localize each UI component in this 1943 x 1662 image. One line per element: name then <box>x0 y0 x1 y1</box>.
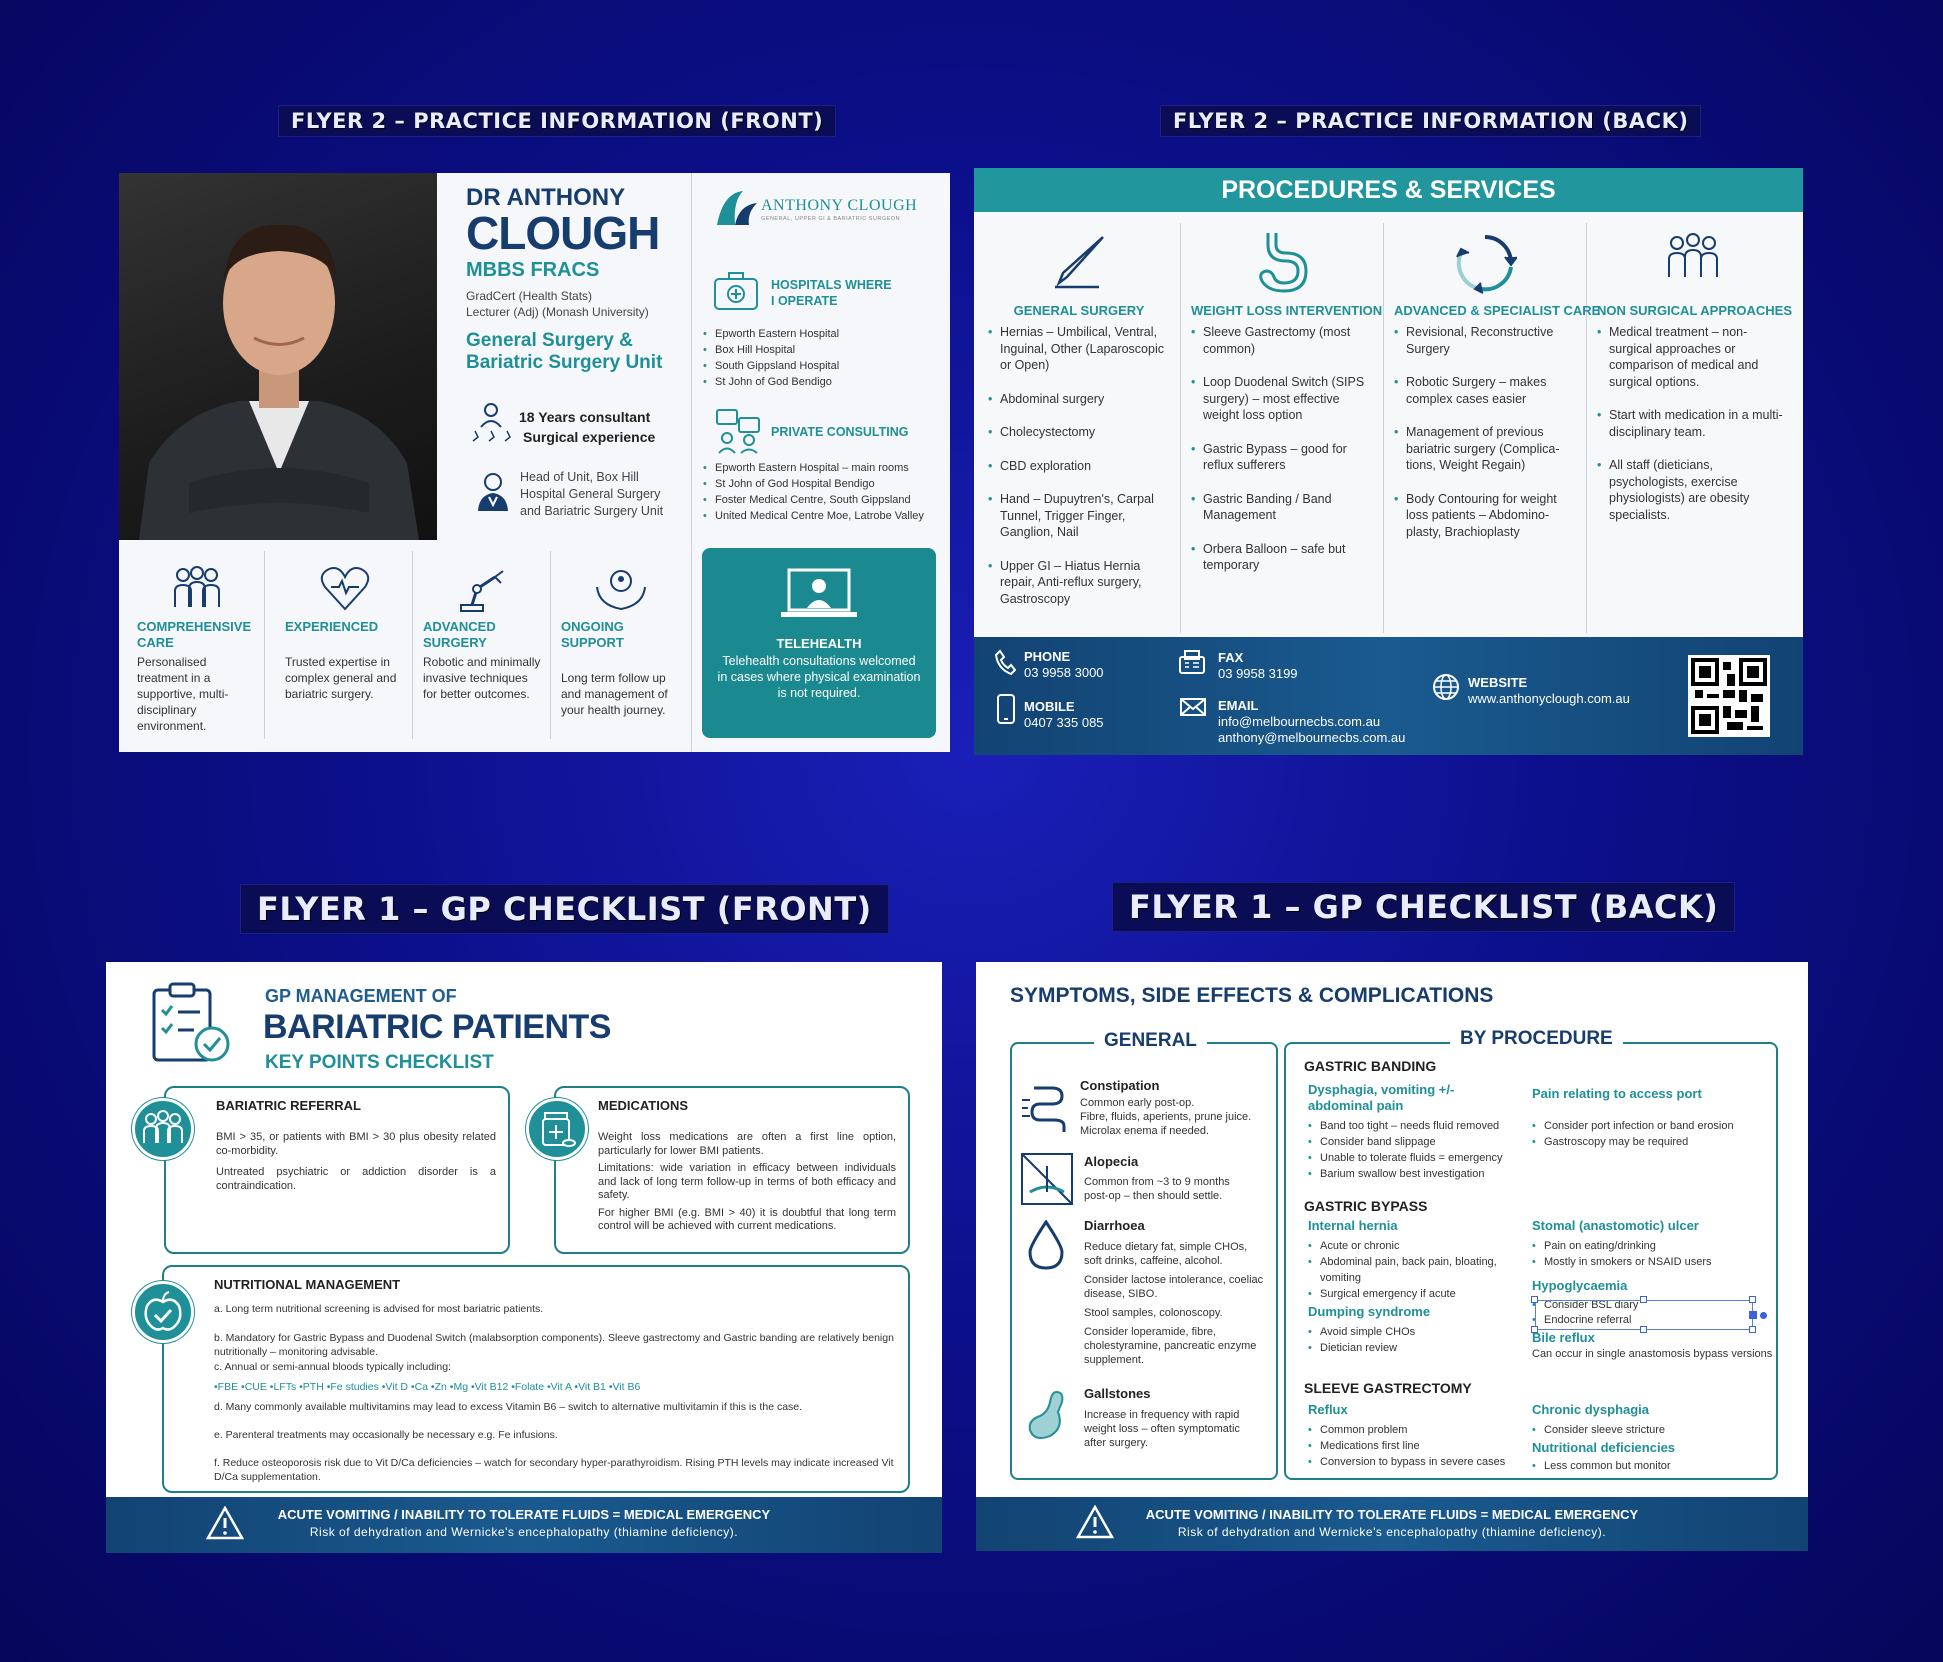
website-block <box>1468 675 1630 707</box>
procedure-item: • Upper GI – Hiatus Hernia repair, Anti-reflux surgery, Gastroscopy <box>988 558 1170 608</box>
hospital-item: • St John of God Bendigo <box>703 374 839 390</box>
bile-sub: Bile reflux <box>1532 1330 1595 1345</box>
col-title: NON SURGICAL APPROACHES <box>1597 303 1793 318</box>
website-url[interactable]: www.anthonyclough.com.au <box>1468 691 1630 706</box>
nutdef-sub: Nutritional deficiencies <box>1532 1440 1676 1455</box>
reflux-sub: Reflux <box>1308 1402 1348 1417</box>
doctor-qualifications: MBBS FRACS <box>466 259 600 281</box>
gen-text: Reduce dietary fat, simple CHOs, soft drinks, caffeine, alcohol. <box>1084 1241 1248 1267</box>
head-of-unit <box>520 469 663 520</box>
hernia-sub: Internal hernia <box>1308 1218 1398 1233</box>
email-label: EMAIL <box>1218 698 1259 713</box>
medication-bottle-icon <box>526 1098 588 1160</box>
reflux-item: • Common problem <box>1308 1422 1528 1438</box>
procedure-item: • Revisional, Reconstructive Surgery <box>1394 324 1576 357</box>
procedure-list <box>988 324 1170 607</box>
procedure-item: • Orbera Balloon – safe but temporary <box>1191 541 1373 574</box>
private-item: • St John of God Hospital Bendigo <box>703 476 924 492</box>
hypo-item: • Consider BSL diary <box>1532 1298 1732 1313</box>
ulcer-sub: Stomal (anastomotic) ulcer <box>1532 1218 1699 1233</box>
gen-text: Consider lactose intolerance, coeliac disease, SIBO. <box>1084 1274 1264 1300</box>
hospital-item: • South Gippsland Hospital <box>703 358 839 374</box>
gen-heading: Alopecia <box>1084 1154 1139 1169</box>
phone-block <box>1024 649 1104 681</box>
gen-heading: Gallstones <box>1084 1386 1151 1401</box>
feature-experienced <box>277 551 413 739</box>
robot-arm-icon <box>455 565 511 615</box>
warning-icon <box>1076 1505 1114 1539</box>
intestine-icon <box>1020 1084 1074 1134</box>
bile-text: Can occur in single anastomosis bypass versions <box>1532 1348 1773 1360</box>
procedure-item: • Sleeve Gastrectomy (most common) <box>1191 324 1373 357</box>
port-sub: Pain relating to access port <box>1532 1086 1702 1101</box>
feature-title: ADVANCED SURGERY <box>423 619 496 650</box>
nutrition-c: c. Annual or semi-annual bloods typically including: <box>214 1361 451 1373</box>
checklist-subtitle-top: GP MANAGEMENT OF <box>265 986 457 1006</box>
email-icon <box>1179 697 1207 717</box>
nutrition-f: f. Reduce osteoporosis risk due to Vit D/Ca deficiencies – watch for secondary hyper-parathyroidism. Rising PTH levels may indicate increased Vit D/Ca supplementation. <box>214 1457 894 1483</box>
procedure-item: • Management of previous bariatric surgery (Complica-tions, Weight Regain) <box>1394 424 1576 474</box>
warning-icon <box>206 1506 244 1540</box>
nutdef-item: • Less common but monitor <box>1532 1458 1762 1474</box>
logo-icon <box>713 187 759 229</box>
doctor-icon <box>475 471 511 513</box>
procedure-item: • Hernias – Umbilical, Ventral, Inguinal, Other (Laparoscopic or Open) <box>988 324 1170 374</box>
mobile-label: MOBILE <box>1024 699 1075 714</box>
ulcer-list <box>1532 1238 1772 1270</box>
procedure-list <box>1597 324 1789 523</box>
flyer2-front[interactable] <box>119 173 950 752</box>
hospitals-list <box>703 326 839 390</box>
procedure-item: • CBD exploration <box>988 458 1170 475</box>
hernia-item: • Acute or chronic <box>1308 1238 1498 1254</box>
label-flyer2-front: FLYER 2 – PRACTICE INFORMATION (FRONT) <box>278 105 836 137</box>
nutrition-box <box>162 1265 910 1493</box>
referral-p2: Untreated psychiatric or addiction disorder is a contraindication. <box>216 1166 496 1192</box>
dumping-sub: Dumping syndrome <box>1308 1304 1431 1319</box>
referral-heading: BARIATRIC REFERRAL <box>216 1098 361 1113</box>
resize-handle[interactable] <box>1531 1296 1538 1303</box>
dumping-list <box>1308 1324 1498 1356</box>
procedure-item: • Body Contouring for weight loss patients – Abdomino-plasty, Brachioplasty <box>1394 491 1576 541</box>
private-list <box>703 460 924 524</box>
banding-sub: Dysphagia, vomiting +/- abdominal pain <box>1308 1082 1455 1113</box>
banding-list <box>1308 1118 1538 1182</box>
fax-number[interactable]: 03 9958 3199 <box>1218 666 1298 681</box>
fax-icon <box>1178 649 1206 675</box>
medications-p1: Weight loss medications are often a first line option, particularly for lower BMI patients. <box>598 1131 896 1157</box>
resize-handle[interactable] <box>1749 1311 1757 1319</box>
feature-desc: Trusted expertise in complex general and bariatric surgery. <box>285 655 397 701</box>
gallbladder-icon <box>1020 1388 1074 1442</box>
gen-heading: Diarrhoea <box>1084 1218 1145 1233</box>
private-item: • Foster Medical Centre, South Gippsland <box>703 492 924 508</box>
sleeve-heading: SLEEVE GASTRECTOMY <box>1304 1380 1472 1396</box>
qr-code[interactable] <box>1688 655 1770 737</box>
col-title: ADVANCED & SPECIALIST CARE <box>1394 303 1601 318</box>
procedure-item: • Start with medication in a multi-disciplinary team. <box>1597 407 1789 440</box>
feature-desc: Robotic and minimally invasive techniques for better outcomes. <box>423 655 541 701</box>
procedures-title: PROCEDURES & SERVICES <box>974 168 1803 212</box>
port-item: • Gastroscopy may be required <box>1532 1134 1772 1150</box>
procedure-item: • Abdominal surgery <box>988 391 1170 408</box>
dumping-item: • Dietician review <box>1308 1340 1498 1356</box>
procedure-item: • Loop Duodenal Switch (SIPS surgery) – most effective weight loss option <box>1191 374 1373 424</box>
contact-bar <box>974 637 1803 755</box>
flyer2-back[interactable] <box>974 168 1803 755</box>
fax-block <box>1218 650 1298 682</box>
experience-line2: Surgical experience <box>523 429 656 445</box>
support-hands-icon <box>593 565 649 615</box>
telehealth-title: TELEHEALTH <box>776 636 862 651</box>
symptoms-title: SYMPTOMS, SIDE EFFECTS & COMPLICATIONS <box>1010 984 1494 1007</box>
doctor-surname: CLOUGH <box>466 207 660 259</box>
private-consulting-title: PRIVATE CONSULTING <box>771 425 909 439</box>
doctor-first-name: DR ANTHONY <box>466 184 626 211</box>
globe-icon <box>1432 673 1460 701</box>
nutrition-d: d. Many commonly available multivitamins may lead to excess Vitamin B6 – switch to alternative multivitamin if this is the case. <box>214 1401 803 1413</box>
referral-box <box>164 1086 510 1254</box>
phone-icon <box>994 649 1016 675</box>
gen-text: Common from ~3 to 9 months post-op – then should settle. <box>1084 1176 1230 1202</box>
col-general-surgery <box>978 223 1181 633</box>
medications-box <box>554 1086 910 1254</box>
doctor-photo <box>119 173 437 540</box>
fax-label: FAX <box>1218 650 1244 665</box>
email-anthony[interactable]: anthony@melbournecbs.com.au <box>1218 730 1406 745</box>
port-list <box>1532 1118 1772 1150</box>
emergency-footer <box>106 1497 942 1553</box>
gen-alopecia <box>1084 1154 1274 1203</box>
grad-cert: GradCert (Health Stats) <box>466 289 593 303</box>
stomach-icon <box>1250 231 1314 295</box>
gen-gallstones <box>1084 1386 1274 1450</box>
col-weight-loss <box>1181 223 1384 633</box>
procedure-item: • Robotic Surgery – makes complex cases easier <box>1394 374 1576 407</box>
checklist-subtitle: KEY POINTS CHECKLIST <box>265 1052 494 1073</box>
hernia-list <box>1308 1238 1498 1302</box>
head-line2: Hospital General Surgery <box>520 487 661 501</box>
gen-text: Consider loperamide, fibre, cholestyramine, pancreatic enzyme supplement. <box>1084 1326 1257 1366</box>
resize-handle[interactable] <box>1749 1296 1756 1303</box>
reflux-item: • Conversion to bypass in severe cases <box>1308 1454 1528 1470</box>
reflux-item: • Medications first line <box>1308 1438 1528 1454</box>
mobile-number[interactable]: 0407 335 085 <box>1024 715 1104 730</box>
cycle-arrows-icon <box>1453 231 1517 295</box>
hypo-sub: Hypoglycaemia <box>1532 1278 1628 1293</box>
feature-desc: Personalised treatment in a supportive, multi-disciplinary environment. <box>137 655 229 733</box>
banding-item: • Barium swallow best investigation <box>1308 1166 1538 1182</box>
procedure-item: • Cholecystectomy <box>988 424 1170 441</box>
resize-handle[interactable] <box>1640 1326 1647 1333</box>
hospital-kit-icon <box>712 269 760 313</box>
feature-title: EXPERIENCED <box>285 619 379 634</box>
flyer1-back[interactable] <box>976 962 1808 1551</box>
email-block <box>1218 698 1405 746</box>
feature-title: ONGOING SUPPORT <box>561 619 624 650</box>
banding-item: • Band too tight – needs fluid removed <box>1308 1118 1538 1134</box>
feature-comprehensive-care <box>129 551 265 739</box>
gen-text: Stool samples, colonoscopy. <box>1084 1307 1223 1319</box>
col-advanced-care <box>1384 223 1601 633</box>
phone-number[interactable]: 03 9958 3000 <box>1024 665 1104 680</box>
hair-follicle-icon <box>1020 1152 1074 1206</box>
chronic-list <box>1532 1422 1762 1438</box>
website-label: WEBSITE <box>1468 675 1528 690</box>
by-procedure-heading: BY PROCEDURE <box>1450 1028 1623 1050</box>
hernia-item: • Abdominal pain, back pain, bloating, vomiting <box>1308 1254 1498 1286</box>
feature-advanced-surgery <box>415 551 551 739</box>
logo-name: ANTHONY CLOUGH <box>761 197 918 214</box>
head-line3: and Bariatric Surgery Unit <box>520 504 664 518</box>
port-item: • Consider port infection or band erosion <box>1532 1118 1772 1134</box>
consulting-icon <box>715 408 761 454</box>
checklist-clipboard-icon <box>150 980 232 1066</box>
mobile-icon <box>996 693 1016 725</box>
logo-subtitle: GENERAL, UPPER GI & BARIATRIC SURGEON <box>761 216 901 222</box>
feature-title: COMPREHENSIVE CARE <box>137 619 252 650</box>
consultant-stars-icon <box>469 401 513 443</box>
chronic-item: • Consider sleeve stricture <box>1532 1422 1762 1438</box>
lecturer: Lecturer (Adj) (Monash University) <box>466 305 649 319</box>
scalpel-icon <box>1049 231 1109 291</box>
gen-constipation <box>1080 1078 1270 1138</box>
procedure-item: • Gastric Banding / Band Management <box>1191 491 1373 524</box>
gen-text: Common early post-op. Fibre, fluids, aperients, prune juice. Microlax enema if needed. <box>1080 1097 1252 1137</box>
procedure-item: • Hand – Dupuytren's, Carpal Tunnel, Trigger Finger, Ganglion, Nail <box>988 491 1170 541</box>
ulcer-item: • Mostly in smokers or NSAID users <box>1532 1254 1772 1270</box>
phone-label: PHONE <box>1024 649 1071 664</box>
heart-hands-icon <box>317 565 373 615</box>
medications-heading: MEDICATIONS <box>598 1098 689 1113</box>
procedure-item: • Medical treatment – non-surgical approaches or comparison of medical and surgical options. <box>1597 324 1789 390</box>
unit-line2: Bariatric Surgery Unit <box>466 352 663 373</box>
hospitals-title-line1: HOSPITALS WHERE <box>771 278 892 292</box>
emergency-headline: ACUTE VOMITING / INABILITY TO TOLERATE FLUIDS = MEDICAL EMERGENCY <box>1145 1507 1639 1522</box>
experience-line1: 18 Years consultant <box>519 409 651 425</box>
feature-desc: Long term follow up and management of your health journey. <box>561 671 668 717</box>
checklist-title: BARIATRIC PATIENTS <box>263 1008 611 1046</box>
hospitals-title <box>771 277 892 309</box>
doctor-name-block <box>466 185 706 374</box>
banding-item: • Consider band slippage <box>1308 1134 1538 1150</box>
rotate-handle[interactable] <box>1760 1312 1767 1319</box>
private-item: • Epworth Eastern Hospital – main rooms <box>703 460 924 476</box>
apple-check-icon <box>132 1281 194 1343</box>
nutrition-e: e. Parenteral treatments may occasionally be necessary e.g. Fe infusions. <box>214 1429 558 1441</box>
email-info[interactable]: info@melbournecbs.com.au <box>1218 714 1381 729</box>
banding-item: • Unable to tolerate fluids = emergency <box>1308 1150 1538 1166</box>
resize-handle[interactable] <box>1640 1296 1647 1303</box>
mobile-block <box>1024 699 1104 731</box>
hernia-item: • Surgical emergency if acute <box>1308 1286 1498 1302</box>
procedure-list <box>1191 324 1373 574</box>
bypass-heading: GASTRIC BYPASS <box>1304 1198 1428 1214</box>
hypo-item: • Endocrine referral <box>1532 1313 1732 1328</box>
emergency-detail: Risk of dehydration and Wernicke's encephalopathy (thiamine deficiency). <box>1177 1525 1607 1539</box>
dumping-item: • Avoid simple CHOs <box>1308 1324 1498 1340</box>
divider <box>691 173 692 752</box>
bloods-list: •FBE •CUE •LFTs •PTH •Fe studies •Vit D •Ca •Zn •Mg •Vit B12 •Folate •Vit A •Vit B1 •Vit B6 <box>214 1381 641 1393</box>
telehealth-laptop-icon <box>779 566 859 622</box>
hospital-item: • Box Hill Hospital <box>703 342 839 358</box>
feature-ongoing-support <box>553 551 689 739</box>
col-non-surgical <box>1587 223 1799 633</box>
nutrition-a: a. Long term nutritional screening is advised for most bariatric patients. <box>214 1303 544 1315</box>
procedure-list <box>1394 324 1576 540</box>
gen-text: Increase in frequency with rapid weight loss – often symptomatic after surgery. <box>1084 1409 1240 1449</box>
medications-p2: Limitations: wide variation in efficacy between individuals and lack of long term follow-up in terms of both efficacy and safety. <box>598 1162 896 1201</box>
referral-p1: BMI > 35, or patients with BMI > 30 plus obesity related co-morbidity. <box>216 1131 496 1157</box>
emergency-headline: ACUTE VOMITING / INABILITY TO TOLERATE FLUIDS = MEDICAL EMERGENCY <box>277 1507 771 1522</box>
banding-heading: GASTRIC BANDING <box>1304 1058 1437 1074</box>
telehealth-desc: Telehealth consultations welcomed in cases where physical examination is not required. <box>717 654 921 700</box>
hospitals-title-line2: I OPERATE <box>771 294 838 308</box>
team-icon <box>1663 231 1723 281</box>
unit-line1: General Surgery & <box>466 330 633 351</box>
private-item: • United Medical Centre Moe, Latrobe Valley <box>703 508 924 524</box>
nutrition-b: b. Mandatory for Gastric Bypass and Duodenal Switch (malabsorption components). Sleeve gastrectomy and Gastric banding are relatively benign nutritionally – monitoring advisable. <box>214 1332 894 1358</box>
col-title: WEIGHT LOSS INTERVENTION <box>1191 303 1383 318</box>
experience-text <box>519 407 655 447</box>
procedure-item: • Gastric Bypass – good for reflux sufferers <box>1191 441 1373 474</box>
head-line1: Head of Unit, Box Hill <box>520 470 639 484</box>
gen-diarrhoea <box>1084 1218 1274 1367</box>
people-icon <box>169 565 225 609</box>
water-drop-icon <box>1026 1220 1066 1270</box>
procedure-item: • All staff (dieticians, psychologists, exercise physiologists) are obesity specialists. <box>1597 457 1789 523</box>
emergency-footer <box>976 1497 1808 1551</box>
flyer1-front[interactable] <box>106 962 942 1553</box>
emergency-detail: Risk of dehydration and Wernicke's encephalopathy (thiamine deficiency). <box>309 1525 739 1539</box>
general-heading: GENERAL <box>1094 1030 1207 1052</box>
ulcer-item: • Pain on eating/drinking <box>1532 1238 1772 1254</box>
label-flyer1-back: FLYER 1 – GP CHECKLIST (BACK) <box>1112 882 1735 932</box>
label-flyer2-back: FLYER 2 – PRACTICE INFORMATION (BACK) <box>1160 105 1701 137</box>
telehealth-card <box>702 548 936 738</box>
nutrition-heading: NUTRITIONAL MANAGEMENT <box>214 1277 401 1292</box>
resize-handle[interactable] <box>1749 1326 1756 1333</box>
medications-p3: For higher BMI (e.g. BMI > 40) it is doubtful that long term control will be achieved with current medications. <box>598 1206 896 1232</box>
nutdef-list <box>1532 1458 1762 1474</box>
reflux-list <box>1308 1422 1528 1470</box>
col-title: GENERAL SURGERY <box>1013 303 1145 318</box>
referral-people-icon <box>132 1098 194 1160</box>
gen-heading: Constipation <box>1080 1078 1160 1093</box>
chronic-sub: Chronic dysphagia <box>1532 1402 1650 1417</box>
label-flyer1-front: FLYER 1 – GP CHECKLIST (FRONT) <box>240 884 889 934</box>
hospital-item: • Epworth Eastern Hospital <box>703 326 839 342</box>
